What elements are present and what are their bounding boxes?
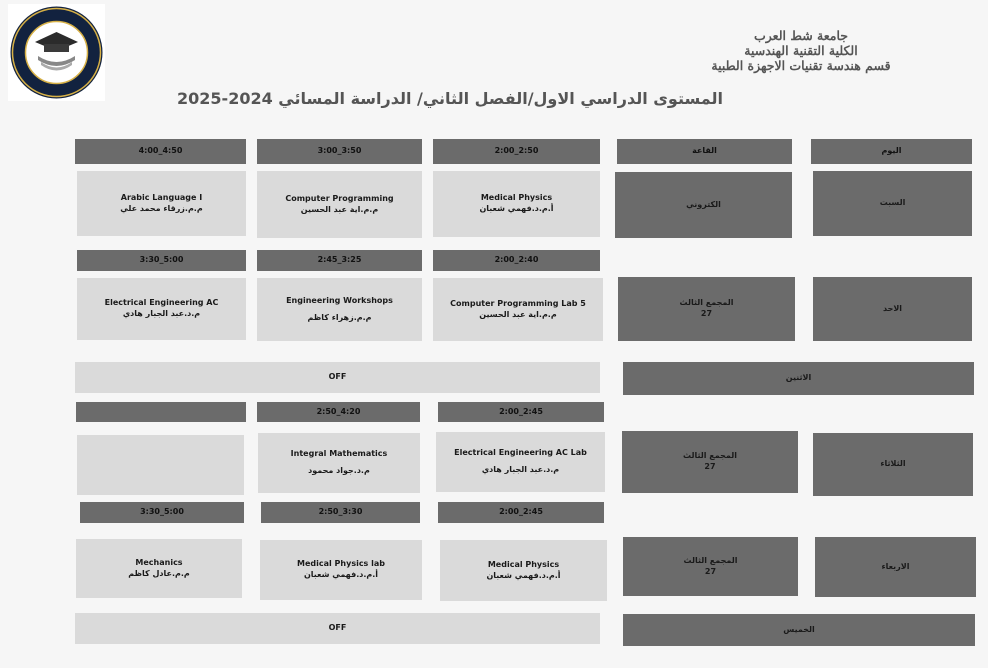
tue-class-3 [77, 435, 244, 495]
class-teacher: م.د.جواد محمود [308, 466, 370, 475]
tue-class-2 [258, 433, 420, 493]
room-number: 27 [700, 309, 713, 318]
room-name: المجمع الثالث [679, 298, 734, 308]
class-teacher: م.م.زرقاء محمد علي [120, 203, 203, 213]
sat-room: الكتروني [615, 172, 792, 238]
room-name: المجمع الثالث [683, 555, 738, 565]
wed-class-2 [260, 540, 422, 600]
header-day: اليوم [811, 139, 972, 164]
class-teacher: أ.م.د.فهمي شعبان [303, 570, 379, 579]
thu-day: الخميس [623, 614, 975, 646]
sat-time-2: 3:00_3:50 [257, 139, 422, 164]
sun-time-2: 2:45_3:25 [257, 250, 422, 271]
department-name: قسم هندسة تقنيات الاجهزة الطبية [711, 58, 891, 73]
tue-room [622, 431, 798, 493]
tue-time-2: 2:50_4:20 [257, 402, 420, 422]
wed-class-3 [76, 539, 242, 598]
mon-day: الاثنين [623, 362, 974, 395]
page-title: المستوى الدراسي الاول/الفصل الثاني/ الدراسة المسائي 2024-2025 [177, 89, 723, 108]
thu-off: OFF [75, 613, 600, 644]
wed-class-1 [440, 540, 607, 601]
sat-time-3: 4:00_4:50 [75, 139, 246, 164]
header-room: القاعة [617, 139, 792, 164]
college-name: الكلية التقنية الهندسية [744, 43, 858, 58]
university-header [671, 28, 931, 73]
wed-day: الاربعاء [815, 537, 976, 597]
class-teacher: م.م.اية عبد الحسين [300, 204, 379, 214]
sat-class-1 [433, 171, 600, 237]
tue-class-1 [436, 432, 605, 492]
sun-class-2 [257, 278, 422, 341]
university-name: جامعة شط العرب [754, 28, 848, 43]
sun-class-1 [433, 278, 603, 341]
room-number: 27 [704, 462, 716, 471]
class-subject: Computer Programming [285, 193, 394, 203]
sun-class-3 [77, 278, 246, 340]
room-name: المجمع الثالث [683, 451, 737, 461]
class-teacher: أ.م.د.فهمي شعبان [479, 204, 554, 213]
class-subject: Electrical Engineering AC Lab [454, 448, 587, 458]
university-logo [8, 4, 105, 101]
class-teacher: أ.م.د.فهمي شعبان [486, 570, 561, 580]
room-number: 27 [704, 566, 717, 576]
sat-class-3 [77, 171, 246, 236]
sun-time-1: 2:00_2:40 [433, 250, 600, 271]
tue-time-1: 2:00_2:45 [438, 402, 604, 422]
sat-time-1: 2:00_2:50 [433, 139, 600, 164]
class-subject: Mechanics [135, 557, 183, 567]
tue-time-3 [76, 402, 246, 422]
sun-room [618, 277, 795, 341]
sat-day: السبت [813, 171, 972, 236]
sun-day: الاحد [813, 277, 972, 341]
class-subject: Arabic Language I [120, 192, 203, 202]
class-subject: Medical Physics [480, 193, 553, 203]
wed-room [623, 537, 798, 596]
class-teacher: م.د.عبد الجبار هادي [481, 465, 560, 474]
class-teacher: م.م.زهراء كاظم [307, 312, 372, 322]
wed-time-3: 3:30_5:00 [80, 502, 244, 523]
wed-time-1: 2:00_2:45 [438, 502, 604, 523]
class-teacher: م.م.عادل كاظم [128, 568, 190, 578]
class-subject: Electrical Engineering AC [104, 298, 219, 308]
sun-time-3: 3:30_5:00 [77, 250, 246, 271]
class-subject: Medical Physics [487, 559, 560, 569]
class-subject: Medical Physics lab [297, 559, 385, 569]
wed-time-2: 2:50_3:30 [261, 502, 420, 523]
class-subject: Integral Mathematics [290, 449, 388, 459]
mon-off: OFF [75, 362, 600, 393]
class-teacher: م.د.عبد الجبار هادي [122, 309, 201, 318]
class-subject: Computer Programming Lab 5 [450, 298, 586, 308]
sat-class-2 [257, 171, 422, 238]
class-teacher: م.م.اية عبد الحسين [479, 309, 557, 319]
class-subject: Engineering Workshops [286, 295, 393, 305]
tue-day: الثلاثاء [813, 433, 973, 496]
